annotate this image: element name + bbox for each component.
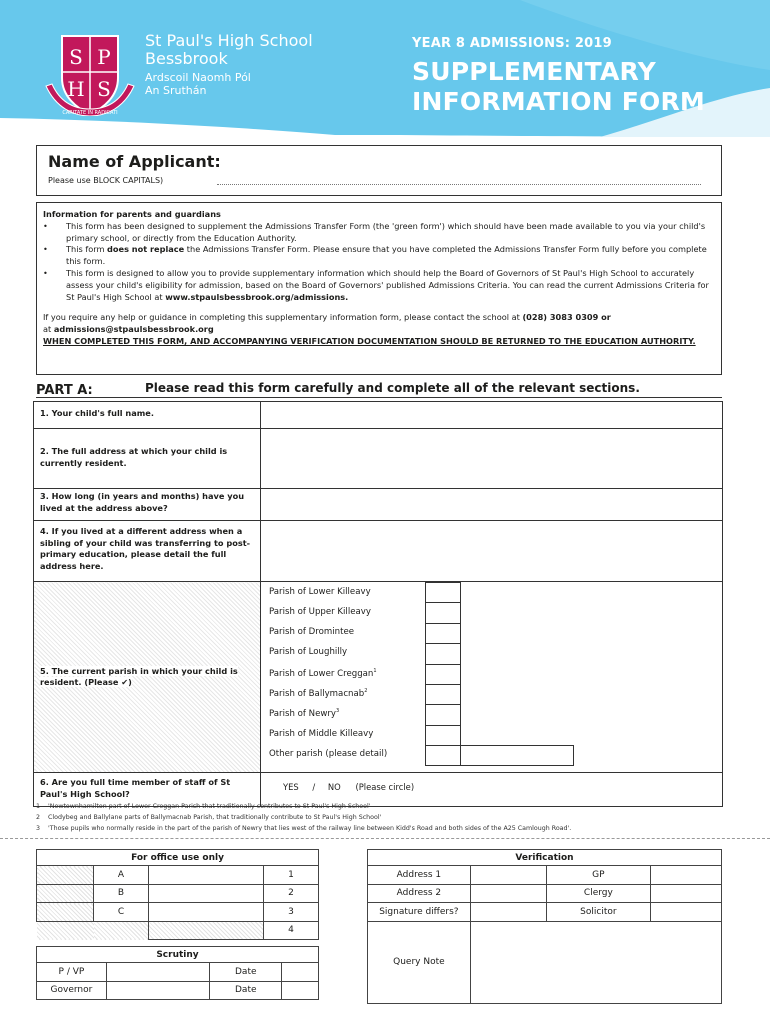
footnote-2-text: Clodybeg and Ballylane parts of Ballymacnab Parish, that traditionally contribute to St Paul's High School' <box>48 814 382 821</box>
school-name-line2: Bessbrook <box>145 49 228 68</box>
answer-2-field[interactable] <box>261 429 723 489</box>
school-irish-name <box>145 71 251 97</box>
footnote-1 <box>36 801 571 812</box>
verification-field[interactable] <box>651 866 722 885</box>
office-hatch <box>37 921 94 940</box>
tick-box[interactable] <box>426 665 460 685</box>
tick-box[interactable] <box>426 746 460 766</box>
parish-upper-killeavy: Parish of Upper Killeavy <box>269 607 371 617</box>
office-use-table <box>36 849 319 940</box>
help-text <box>43 312 713 324</box>
parish-other: Other parish (please detail) <box>269 749 388 759</box>
parish-ballymacnab-label: Parish of Ballymacnab <box>269 688 365 699</box>
part-a-label: PART A: <box>36 383 93 398</box>
office-hatch <box>149 921 264 940</box>
office-number-4: 4 <box>264 921 319 940</box>
office-number-1: 1 <box>264 866 319 885</box>
scrutiny-date-field[interactable] <box>282 963 319 982</box>
admissions-link[interactable]: www.stpaulsbessbrook.org/admissions. <box>165 291 349 302</box>
verification-field[interactable] <box>470 866 546 885</box>
tick-box[interactable] <box>426 583 460 603</box>
info-heading: Information for parents and guardians <box>43 209 221 219</box>
help-at: at <box>43 324 54 335</box>
question-5 <box>34 582 261 773</box>
footnote-2-number: 2 <box>36 814 41 821</box>
office-hatch <box>37 903 94 922</box>
tick-box[interactable] <box>426 603 460 623</box>
verification-address2: Address 2 <box>368 884 471 903</box>
parish-middle-killeavy: Parish of Middle Killeavy <box>269 729 374 739</box>
footnote-1-text: 'Newtownhamilton part of Lower Creggan Parish that traditionally contributes to St Paul's High School' <box>48 803 371 810</box>
footnote-1-number: 1 <box>36 803 41 810</box>
info-bullet-2-bold: does not replace <box>107 244 185 255</box>
scrutiny-date-field[interactable] <box>282 981 319 1000</box>
office-number-2: 2 <box>264 884 319 903</box>
scrutiny-date-label: Date <box>210 963 282 982</box>
page-header <box>0 0 770 137</box>
tick-box[interactable] <box>426 726 460 746</box>
applicant-name-field[interactable] <box>217 184 701 185</box>
school-crest-logo <box>44 34 136 116</box>
verification-query-note: Query Note <box>368 921 471 1003</box>
part-a-divider <box>36 397 722 398</box>
verification-title: Verification <box>368 850 722 866</box>
form-title-line1: SUPPLEMENTARY <box>412 57 656 86</box>
no-option[interactable]: NO <box>327 782 341 792</box>
year-title: YEAR 8 ADMISSIONS: 2019 <box>412 36 612 51</box>
footnote-3-text: 'Those pupils who normally reside in the part of the parish of Newry that lies west of the railway line between Kidd's Road and both sides of the A25 Camlough Road'. <box>48 825 572 832</box>
scrutiny-governor-label: Governor <box>37 981 107 1000</box>
verification-solicitor: Solicitor <box>546 903 651 922</box>
part-a-questions <box>33 401 723 807</box>
office-blank[interactable] <box>149 884 264 903</box>
verification-field[interactable] <box>470 884 546 903</box>
applicant-title: Name of Applicant: <box>48 152 221 171</box>
other-parish-detail-field[interactable] <box>460 745 574 766</box>
footnotes <box>36 801 571 834</box>
parish-lower-creggan <box>269 668 377 679</box>
form-title-line2: INFORMATION FORM <box>412 87 705 116</box>
office-use-title: For office use only <box>37 850 319 866</box>
footnote-2 <box>36 812 571 823</box>
info-bullet-3 <box>43 268 713 303</box>
scrutiny-governor-field[interactable] <box>106 981 210 1000</box>
parish-tick-boxes <box>425 582 461 766</box>
question-row-2 <box>34 429 723 489</box>
info-bullet-2 <box>43 244 713 268</box>
parish-lower-creggan-label: Parish of Lower Creggan <box>269 668 374 679</box>
verification-gp: GP <box>546 866 651 885</box>
verification-clergy: Clergy <box>546 884 651 903</box>
svg-text:P: P <box>97 45 111 69</box>
office-hatch <box>37 866 94 885</box>
office-blank[interactable] <box>149 866 264 885</box>
footnote-ref-3: 3 <box>336 708 340 714</box>
parish-loughilly: Parish of Loughilly <box>269 647 348 657</box>
svg-text:CARITATE IN RADICATI: CARITATE IN RADICATI <box>62 110 118 116</box>
info-bullet-3-text: This form is designed to allow you to provide supplementary information which should help the Board of Governors of St Paul's High School to accurately assess your child's eligibility for admission, based on the Board of Governors' published Admissions Criteria. You can read the current Admissions Criteria for St Paul's High School at <box>66 267 709 302</box>
office-hatch <box>37 884 94 903</box>
applicant-subtitle: Please use BLOCK CAPITALS) <box>48 176 164 185</box>
part-a-instruction: Please read this form carefully and complete all of the relevant sections. <box>145 381 640 395</box>
school-name-line1: St Paul's High School <box>145 31 313 50</box>
answer-3-field[interactable] <box>261 489 723 521</box>
information-box <box>36 202 722 375</box>
info-bullet-2-rest: the Admissions Transfer Form. Please ensure that you have completed the Admissions Transfer Form fully before you complete this form. <box>66 244 707 267</box>
footnote-ref-1: 1 <box>373 668 377 674</box>
question-4: 4. If you lived at a different address when a sibling of your child was transferring to post-primary education, please detail the full address here. <box>34 521 261 582</box>
question-row-3 <box>34 489 723 521</box>
school-irish-line1: Ardscoil Naomh Pól <box>145 71 251 84</box>
scrutiny-title: Scrutiny <box>37 947 319 963</box>
verification-field[interactable] <box>470 903 546 922</box>
office-number-3: 3 <box>264 903 319 922</box>
school-phone: (028) 3083 0309 or <box>522 312 611 323</box>
tick-box[interactable] <box>426 624 460 644</box>
tick-box[interactable] <box>426 685 460 705</box>
scrutiny-pvp-field[interactable] <box>106 963 210 982</box>
office-letter-b: B <box>94 884 149 903</box>
verification-table <box>367 849 722 1004</box>
parish-list <box>261 582 722 772</box>
verification-field[interactable] <box>651 884 722 903</box>
parish-lower-killeavy: Parish of Lower Killeavy <box>269 587 371 597</box>
office-separator <box>0 838 770 840</box>
answer-1-field[interactable] <box>261 402 723 429</box>
verification-field[interactable] <box>651 903 722 922</box>
question-6: 6. Are you full time member of staff of St Paul's High School? <box>34 773 261 807</box>
question-row-5 <box>34 582 723 773</box>
verification-address1: Address 1 <box>368 866 471 885</box>
help-text-pre: If you require any help or guidance in completing this supplementary information form, please contact the school at <box>43 312 523 323</box>
tick-box[interactable] <box>426 644 460 664</box>
return-notice: WHEN COMPLETED THIS FORM, AND ACCOMPANYING VERIFICATION DOCUMENTATION SHOULD BE RETURNED TO THE EDUCATION AUTHORITY. <box>43 335 696 346</box>
info-bullet-2-text: This form <box>66 244 108 255</box>
verification-signature: Signature differs? <box>368 903 471 922</box>
tick-box[interactable] <box>426 705 460 725</box>
help-email-line <box>43 324 713 336</box>
circle-hint: (Please circle) <box>355 782 415 792</box>
question-row-4 <box>34 521 723 582</box>
info-bullet-1: • This form has been designed to supplement the Admissions Transfer Form (the 'green form') which should have been made available to you via your child's primary school, or directly from the Education Authority. <box>43 221 713 245</box>
svg-text:S: S <box>69 45 83 69</box>
scrutiny-pvp-label: P / VP <box>37 963 107 982</box>
office-blank[interactable] <box>149 903 264 922</box>
scrutiny-table <box>36 946 319 1000</box>
parish-cell <box>261 582 723 773</box>
svg-text:S: S <box>97 77 111 101</box>
footnote-3 <box>36 823 571 834</box>
parish-ballymacnab <box>269 688 367 699</box>
svg-text:H: H <box>67 77 85 101</box>
question-5-text: 5. The current parish in which your child is resident. (Please ✔) <box>40 665 238 687</box>
scrutiny-date-label: Date <box>210 981 282 1000</box>
answer-4-field[interactable] <box>261 521 723 582</box>
question-3: 3. How long (in years and months) have you lived at the address above? <box>34 489 261 521</box>
yes-option[interactable]: YES <box>283 782 299 792</box>
question-2: 2. The full address at which your child is currently resident. <box>34 429 261 489</box>
office-hatch <box>94 921 149 940</box>
yes-no-separator: / <box>312 782 316 792</box>
applicant-name-box <box>36 145 722 196</box>
office-letter-c: C <box>94 903 149 922</box>
school-name <box>145 32 313 68</box>
school-irish-line2: An Sruthán <box>145 84 207 97</box>
form-title <box>412 57 705 117</box>
question-row-1 <box>34 402 723 429</box>
school-email[interactable]: admissions@stpaulsbessbrook.org <box>53 324 214 335</box>
parish-newry <box>269 708 339 719</box>
info-list <box>43 221 713 304</box>
query-note-field[interactable] <box>470 921 721 1003</box>
question-1: 1. Your child's full name. <box>34 402 261 429</box>
office-letter-a: A <box>94 866 149 885</box>
footnote-ref-2: 2 <box>364 688 368 694</box>
parish-dromintee: Parish of Dromintee <box>269 627 355 637</box>
parish-newry-label: Parish of Newry <box>269 708 337 719</box>
footnote-3-number: 3 <box>36 825 41 832</box>
